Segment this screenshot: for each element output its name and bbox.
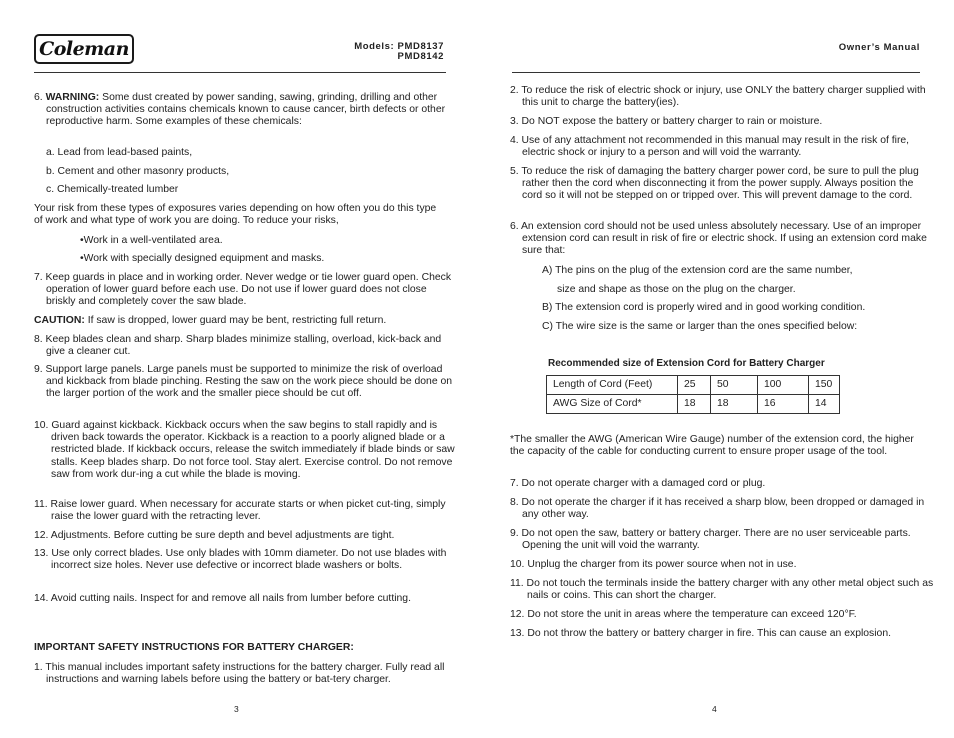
awg-note: *The smaller the AWG (American Wire Gauge) number of the extension cord, the higher the capacity of the cable for conducting current to ensure proper usage of the tool.	[510, 434, 914, 458]
item-6b: b. Cement and other masonry products,	[46, 166, 230, 177]
battery-item-1: 1. This manual includes important safety instructions for the battery charger. Fully read all instructions and warning labels before using the battery or bat-tery charger.	[34, 662, 445, 686]
item-13: 13. Use only correct blades. Use only blades with 10mm diameter. Do not use blades with incorrect size holes. Never use defective or incorrect blade washers or bolts.	[34, 548, 447, 572]
bullet-ventilated: •Work in a well-ventilated area.	[80, 235, 223, 246]
item-7: 7. Keep guards in place and in working order. Never wedge or tie lower guard open. Check operation of lower guard before each use. Do not use if lower guard does not close briskly and completely cover the saw blade.	[34, 272, 452, 308]
model-2: PMD8142	[397, 51, 444, 62]
coleman-logo	[34, 34, 134, 64]
charger-item-4: 4. Use of any attachment not recommended in this manual may result in the risk of fire, electric shock or injury to a person and will void the warranty.	[510, 135, 910, 159]
table-cell: AWG Size of Cord*	[547, 395, 678, 414]
page-number-left: 3	[234, 704, 239, 714]
charger-item-6b: B) The extension cord is properly wired and in good working condition.	[542, 302, 866, 313]
table-cell: 100	[758, 376, 809, 395]
charger-item-12: 12. Do not store the unit in areas where the temperature can exceed 120°F.	[510, 609, 857, 620]
header-rule-left	[34, 72, 446, 73]
charger-item-6c: C) The wire size is the same or larger than the ones specified below:	[542, 321, 858, 332]
charger-item-7: 7. Do not operate charger with a damaged cord or plug.	[510, 478, 766, 489]
charger-item-8: 8. Do not operate the charger if it has received a sharp blow, been dropped or damaged in any other way.	[510, 497, 925, 521]
warning-label: WARNING:	[45, 92, 100, 103]
charger-item-3: 3. Do NOT expose the battery or battery charger to rain or moisture.	[510, 116, 823, 127]
risk-paragraph: Your risk from these types of exposures varies depending on how often you do this type of work and what type of work you are doing. To reduce your risks,	[34, 203, 437, 227]
charger-item-11: 11. Do not touch the terminals inside the battery charger with any other metal object such as nails or coins. This can short the charger.	[510, 578, 934, 602]
extension-cord-table	[546, 375, 840, 414]
charger-item-6: 6. An extension cord should not be used unless absolutely necessary. Use of an improper extension cord can result in risk of fire or electric shock. If using an extension cord make sure that:	[510, 221, 927, 257]
table-row	[547, 395, 840, 414]
model-1: PMD8137	[397, 41, 444, 52]
table-cell: 18	[678, 395, 711, 414]
table-cell: 150	[809, 376, 840, 395]
charger-item-2: 2. To reduce the risk of electric shock or injury, use ONLY the battery charger supplied with this unit to charge the battery(ies).	[510, 85, 926, 109]
charger-item-13: 13. Do not throw the battery or battery charger in fire. This can cause an explosion.	[510, 628, 892, 639]
table-cell: 25	[678, 376, 711, 395]
charger-item-5: 5. To reduce the risk of damaging the battery charger power cord, be sure to pull the plug rather then the cord when disconnecting it from the power supply. Always position the cord so it will not be stepped on or tripped over. This will prevent damage to the cord.	[510, 166, 919, 202]
caution: CAUTION: If saw is dropped, lower guard may be bent, restricting full return.	[34, 315, 387, 326]
item-8: 8. Keep blades clean and sharp. Sharp blades minimize stalling, overload, kick-back and give a cleaner cut.	[34, 334, 442, 358]
models-label	[354, 42, 444, 62]
charger-item-10: 10. Unplug the charger from its power source when not in use.	[510, 559, 797, 570]
table-cell: 18	[711, 395, 758, 414]
header-rule-right	[512, 72, 920, 73]
item-12: 12. Adjustments. Before cutting be sure depth and bevel adjustments are tight.	[34, 530, 395, 541]
charger-item-9: 9. Do not open the saw, battery or battery charger. There are no user serviceable parts. Opening the unit will void the warranty.	[510, 528, 911, 552]
bullet-masks: •Work with specially designed equipment and masks.	[80, 253, 325, 264]
table-title: Recommended size of Extension Cord for Battery Charger	[548, 358, 825, 369]
item-6a: a. Lead from lead-based paints,	[46, 147, 193, 158]
models-prefix: Models:	[354, 41, 395, 52]
item-6c: c. Chemically-treated lumber	[46, 184, 179, 195]
battery-heading: IMPORTANT SAFETY INSTRUCTIONS FOR BATTERY CHARGER:	[34, 642, 354, 653]
caution-label: CAUTION:	[34, 315, 85, 326]
manual-title: Owner’s Manual	[838, 42, 920, 53]
item-11: 11. Raise lower guard. When necessary for accurate starts or when picket cut-ting, simply raise the lower guard with the retracting lever.	[34, 499, 446, 523]
charger-item-6a-cont: size and shape as those on the plug on the charger.	[557, 284, 796, 295]
table-cell: 50	[711, 376, 758, 395]
item-9: 9. Support large panels. Large panels must be supported to minimize the risk of overload and kickback from blade pinching. Resting the saw on the work piece should be done on the larger portion of the work and the smaller piece should be cut off.	[34, 364, 453, 400]
charger-item-6a: A) The pins on the plug of the extension cord are the same number,	[542, 265, 853, 276]
table-cell: Length of Cord (Feet)	[547, 376, 678, 395]
table-row	[547, 376, 840, 395]
table-cell: 14	[809, 395, 840, 414]
item-14: 14. Avoid cutting nails. Inspect for and remove all nails from lumber before cutting.	[34, 593, 411, 604]
item-6: 6. WARNING: Some dust created by power sanding, sawing, grinding, drilling and other construction activities contains chemicals known to cause cancer, birth defects or other reproductive harm. Some examples of these chemicals:	[34, 92, 446, 128]
item-10: 10. Guard against kickback. Kickback occurs when the saw begins to stall rapidly and is driven back towards the operator. Kickback is a reaction to a poorly aligned blade or a restricted blade. If kickback occurs, release the switch immediately if blade binds or saw stalls. Keep blades sharp. Do not force tool. Stay alert. Exercise control. Do not remove saw from work dur-ing a cut while the blade is moving.	[34, 420, 455, 480]
brand-name: Coleman	[39, 38, 129, 60]
table-cell: 16	[758, 395, 809, 414]
page-number-right: 4	[712, 704, 717, 714]
